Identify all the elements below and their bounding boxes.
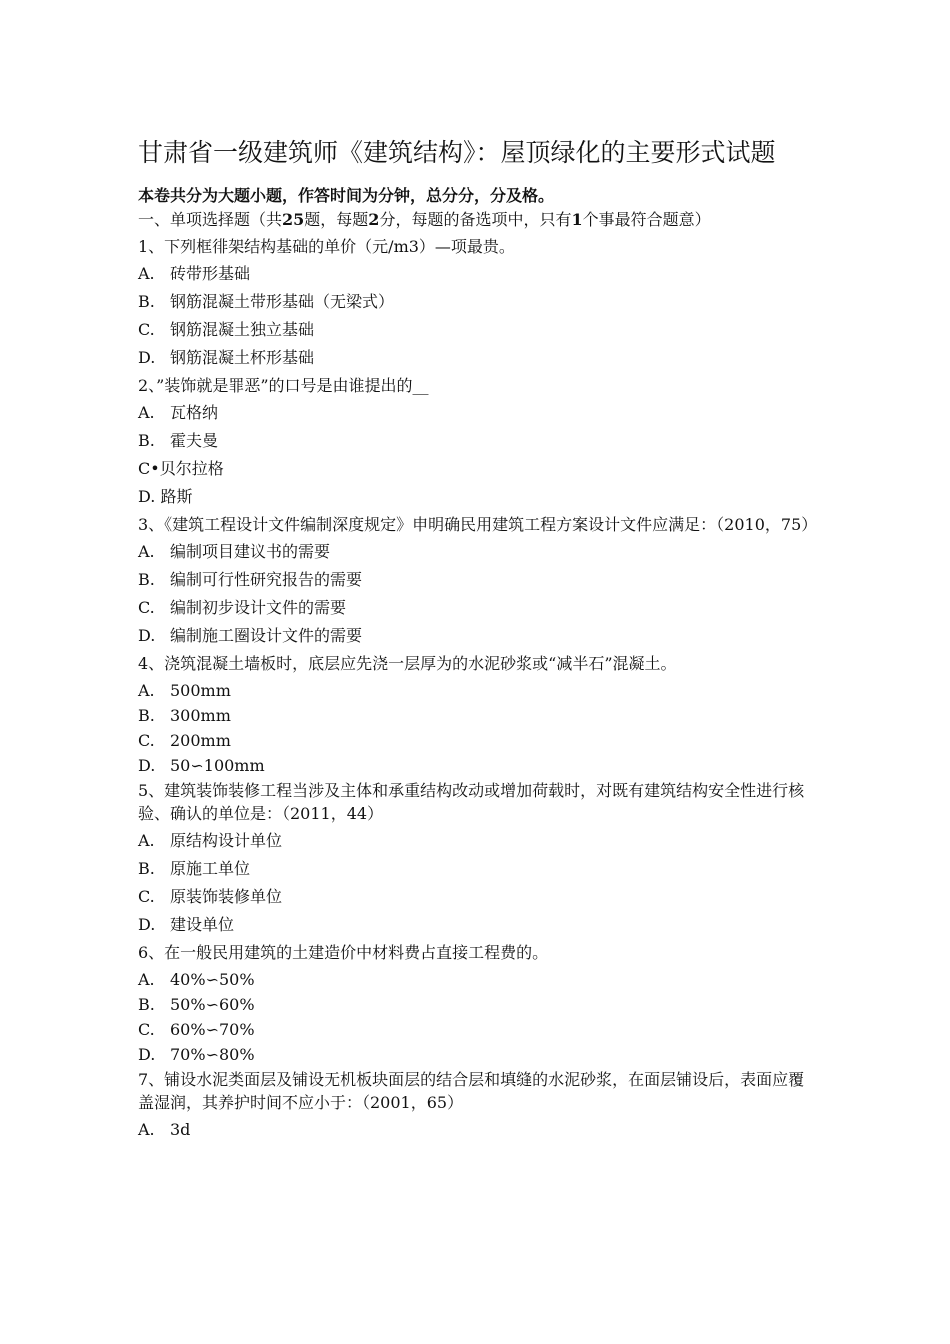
option-text: 300mm xyxy=(170,706,231,725)
option-text: 瓦格纳 xyxy=(170,403,219,422)
option-letter: D. xyxy=(138,487,156,506)
option-d xyxy=(138,913,810,941)
option-letter: B. xyxy=(138,995,155,1014)
option-letter: D. xyxy=(138,756,156,775)
exam-intro: 本卷共分为大题小题，作答时间为分钟，总分分，分及格。 xyxy=(138,186,555,205)
section-count: 25 xyxy=(282,210,305,229)
document-page xyxy=(138,136,818,1146)
option-letter: A. xyxy=(138,970,155,989)
option-c xyxy=(138,457,810,485)
option-letter: B. xyxy=(138,570,155,589)
option-letter: C. xyxy=(138,320,155,339)
option-letter: B. xyxy=(138,859,155,878)
option-text: 70%∽80% xyxy=(170,1045,255,1064)
option-text: 200mm xyxy=(170,731,231,750)
question-text: 4、浇筑混凝土墙板时，底层应先浇一层厚为的水泥砂浆或“减半石”混凝土。 xyxy=(138,654,677,673)
option-a xyxy=(138,540,810,568)
section-mid1: 题，每题 xyxy=(304,210,369,229)
question-3 xyxy=(138,513,818,652)
option-text: 贝尔拉格 xyxy=(159,459,224,478)
option-text: 建设单位 xyxy=(170,915,235,934)
option-b xyxy=(138,568,810,596)
section-score: 2 xyxy=(368,210,380,229)
section-heading xyxy=(138,208,810,231)
option-text: 原结构设计单位 xyxy=(170,831,283,850)
option-text: 编制施工圈设计文件的需要 xyxy=(170,626,363,645)
question-text: 1、下列框徘架结构基础的单价（元/m3）—项最贵。 xyxy=(138,237,515,256)
option-text: 编制初步设计文件的需要 xyxy=(170,598,347,617)
section-mid2: 分，每题的备选项中，只有 xyxy=(379,210,572,229)
question-text: 7、铺设水泥类面层及铺设无机板块面层的结合层和填缝的水泥砂浆，在面层铺设后，表面应覆盖湿润，其养护时间不应小于：（2001，65） xyxy=(138,1070,805,1112)
option-letter: A. xyxy=(138,1120,155,1139)
option-b xyxy=(138,857,810,885)
option-b xyxy=(138,429,810,457)
option-text: 路斯 xyxy=(160,487,193,506)
option-letter: A. xyxy=(138,681,155,700)
option-text: 60%∽70% xyxy=(170,1020,255,1039)
question-text: 5、建筑装饰装修工程当涉及主体和承重结构改动或增加荷载时，对既有建筑结构安全性进行核验、确认的单位是：（2011，44） xyxy=(138,781,805,823)
option-d xyxy=(138,754,810,779)
option-a xyxy=(138,262,810,290)
option-a xyxy=(138,401,810,429)
option-letter: D. xyxy=(138,915,156,934)
option-letter: D. xyxy=(138,348,156,367)
option-d xyxy=(138,485,810,513)
option-a xyxy=(138,1118,810,1146)
option-text: 钢筋混凝土杯形基础 xyxy=(170,348,315,367)
option-c xyxy=(138,318,810,346)
option-b xyxy=(138,704,810,729)
option-text: 40%∽50% xyxy=(170,970,255,989)
section-one: 1 xyxy=(571,210,583,229)
option-letter: C. xyxy=(138,1020,155,1039)
option-letter: B. xyxy=(138,431,155,450)
section-prefix: 一、单项选择题（共 xyxy=(138,210,283,229)
option-letter: B. xyxy=(138,706,155,725)
option-letter: B. xyxy=(138,292,155,311)
question-7 xyxy=(138,1068,810,1146)
option-letter: C. xyxy=(138,887,155,906)
option-c xyxy=(138,885,810,913)
option-text: 3d xyxy=(170,1120,191,1139)
section-suffix: 个事最符合题意） xyxy=(582,210,711,229)
option-d xyxy=(138,346,810,374)
option-c xyxy=(138,596,810,624)
option-text: 50∽100mm xyxy=(170,756,265,775)
option-letter: A. xyxy=(138,542,155,561)
question-1 xyxy=(138,235,810,374)
option-text: 50%∽60% xyxy=(170,995,255,1014)
option-letter: D. xyxy=(138,1045,156,1064)
option-text: 编制项目建议书的需要 xyxy=(170,542,331,561)
question-text: 3、《建筑工程设计文件编制深度规定》申明确民用建筑工程方案设计文件应满足：（2010，75） xyxy=(138,515,818,534)
option-b xyxy=(138,290,810,318)
question-2 xyxy=(138,374,810,513)
question-text: 2、”装饰就是罪恶”的口号是由谁提出的__ xyxy=(138,376,429,395)
option-text: 500mm xyxy=(170,681,231,700)
question-6 xyxy=(138,941,810,1068)
option-letter: C. xyxy=(138,598,155,617)
document-title: 甘肃省一级建筑师《建筑结构》：屋顶绿化的主要形式试题 xyxy=(138,138,776,167)
option-text: 霍夫曼 xyxy=(170,431,219,450)
question-4 xyxy=(138,652,810,779)
option-c xyxy=(138,1018,810,1043)
question-5 xyxy=(138,779,810,941)
option-text: 钢筋混凝土带形基础（无梁式） xyxy=(170,292,395,311)
option-text: 编制可行性研究报告的需要 xyxy=(170,570,363,589)
option-text: 钢筋混凝土独立基础 xyxy=(170,320,315,339)
option-text: 原装饰装修单位 xyxy=(170,887,283,906)
option-a xyxy=(138,968,810,993)
option-letter: C. xyxy=(138,731,155,750)
question-text: 6、在一般民用建筑的土建造价中材料费占直接工程费的。 xyxy=(138,943,549,962)
option-letter: A. xyxy=(138,403,155,422)
option-d xyxy=(138,1043,810,1068)
option-d xyxy=(138,624,810,652)
option-letter: A. xyxy=(138,264,155,283)
option-text: 原施工单位 xyxy=(170,859,251,878)
option-c xyxy=(138,729,810,754)
option-letter: A. xyxy=(138,831,155,850)
option-letter: C• xyxy=(138,459,160,478)
option-a xyxy=(138,679,810,704)
option-b xyxy=(138,993,810,1018)
option-a xyxy=(138,829,810,857)
option-letter: D. xyxy=(138,626,156,645)
option-text: 砖带形基础 xyxy=(170,264,251,283)
